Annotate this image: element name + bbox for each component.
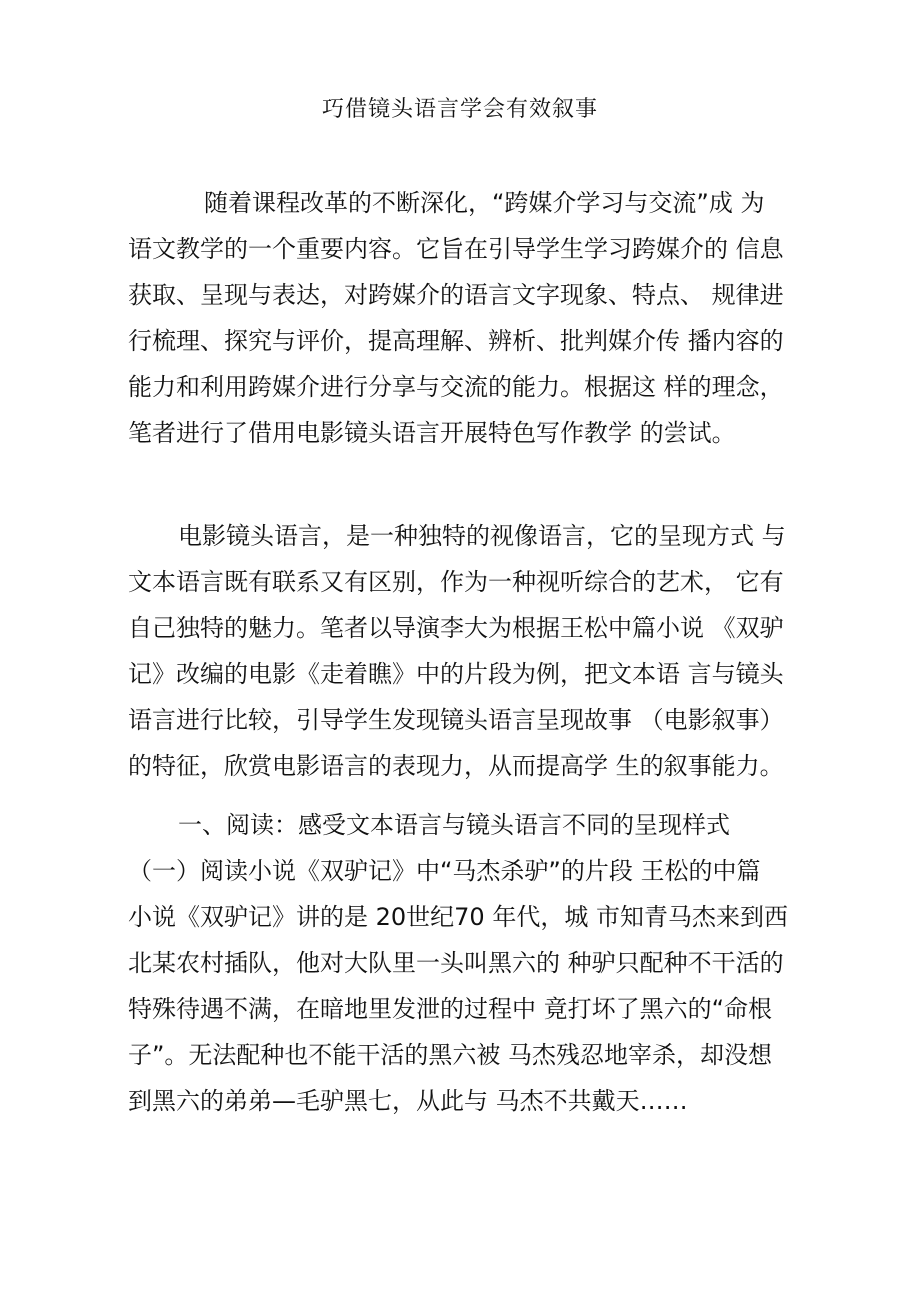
- paragraph-line: 语言进行比较，引导学生发现镜头语言呈现故事 （电影叙事）: [128, 706, 784, 734]
- paragraph-line: 电影镜头语言，是一种独特的视像语言，它的呈现方式 与: [178, 522, 786, 550]
- paragraph-line: 自己独特的魅力。笔者以导演李大为根据王松中篇小说 《双驴: [128, 614, 784, 642]
- paragraph-film-language: [128, 513, 788, 789]
- paragraph-line: 到黑六的弟弟—毛驴黑七，从此与 马杰不共戴天……: [128, 1087, 688, 1115]
- paragraph-story-summary: [128, 848, 788, 1124]
- document-title: 巧借镜头语言学会有效叙事: [321, 97, 598, 122]
- paragraph-line: 子”。无法配种也不能干活的黑六被 马杰残忍地宰杀，却没想: [128, 1041, 773, 1069]
- paragraph-line: 记》改编的电影《走着瞧》中的片段为例，把文本语 言与镜头: [128, 660, 784, 688]
- paragraph-line: 文本语言既有联系又有区别，作为一种视听综合的艺术， 它有: [128, 568, 784, 596]
- paragraph-line: 随着课程改革的不断深化，“跨媒介学习与交流”成 为: [204, 189, 765, 217]
- paragraph-line: 小说《双驴记》讲的是 20世纪70 年代，城 市知青马杰来到西: [128, 903, 788, 931]
- paragraph-line: （一）阅读小说《双驴记》中“马杰杀驴”的片段 王松的中篇: [128, 857, 761, 885]
- paragraph-line: 行梳理、探究与评价，提高理解、辨析、批判媒介传 播内容的: [128, 327, 784, 355]
- paragraph-intro: [128, 180, 788, 456]
- paragraph-line: 语文教学的一个重要内容。它旨在引导学生学习跨媒介的 信息: [128, 235, 784, 263]
- section-heading: 一、阅读：感受文本语言与镜头语言不同的呈现样式: [178, 811, 730, 839]
- paragraph-line: 获取、呈现与表达，对跨媒介的语言文字现象、特点、 规律进: [128, 281, 784, 309]
- paragraph-line: 特殊待遇不满，在暗地里发泄的过程中 竟打坏了黑六的“命根: [128, 995, 773, 1023]
- paragraph-line: 北某农村插队，他对大队里一头叫黑六的 种驴只配种不干活的: [128, 949, 784, 977]
- paragraph-line: 笔者进行了借用电影镜头语言开展特色写作教学 的尝试。: [128, 419, 736, 447]
- paragraph-line: 能力和利用跨媒介进行分享与交流的能力。根据这 样的理念，: [128, 373, 784, 401]
- paragraph-line: 的特征，欣赏电影语言的表现力，从而提高学 生的叙事能力。: [128, 752, 784, 780]
